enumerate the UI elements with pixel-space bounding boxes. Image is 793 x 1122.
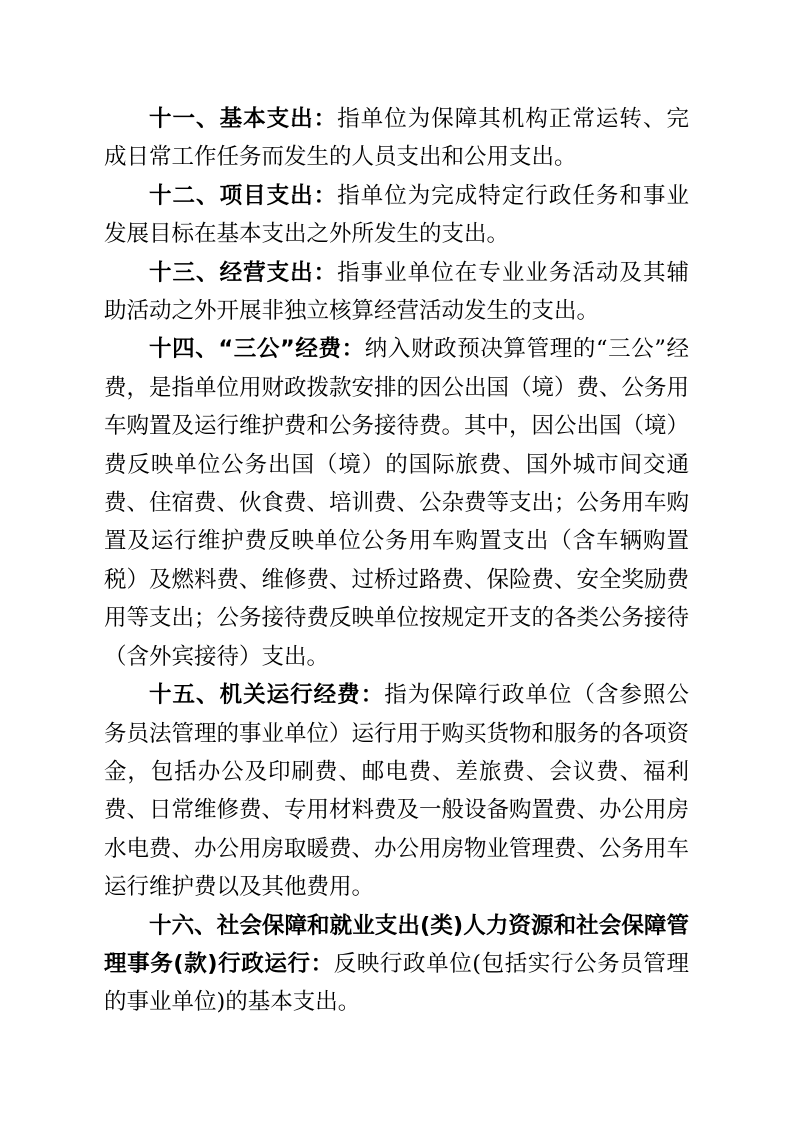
term-definition: 反映行政单位(包括实行公务员管理的事业单位)的基本支出。 <box>104 950 689 1016</box>
definition-paragraph <box>104 330 689 676</box>
term-label: 十四、“三公”经费： <box>149 336 365 363</box>
term-definition: 指为保障行政单位（含参照公务员法管理的事业单位）运行用于购买货物和服务的各项资金，包括办公及印刷费、邮电费、差旅费、会议费、福利费、日常维修费、专用材料费及一般设备购置费、办公用房水电费、办公用房取暖费、办公用房物业管理费、公务用车运行维护费以及其他费用。 <box>104 682 690 901</box>
term-label: 十五、机关运行经费： <box>149 682 385 709</box>
document-body <box>104 100 689 1022</box>
definition-paragraph <box>104 907 689 1022</box>
term-definition: 指单位为保障其机构正常运转、完成日常工作任务而发生的人员支出和公用支出。 <box>104 106 689 171</box>
term-definition: 纳入财政预决算管理的“三公”经费，是指单位用财政拨款安排的因公出国（境）费、公务用车购置及运行维护费和公务接待费。其中，因公出国（境）费反映单位公务出国（境）的国际旅费、国外城市间交通费、住宿费、伙食费、培训费、公杂费等支出；公务用车购置及运行维护费反映单位公务用车购置支出（含车辆购置税）及燃料费、维修费、过桥过路费、保险费、安全奖励费用等支出；公务接待费反映单位按规定开支的各类公务接待（含外宾接待）支出。 <box>104 336 690 670</box>
definition-paragraph <box>104 100 689 177</box>
definition-paragraph <box>104 676 689 906</box>
definition-paragraph <box>104 177 689 254</box>
term-definition: 指事业单位在专业业务活动及其辅助活动之外开展非独立核算经营活动发生的支出。 <box>104 259 689 325</box>
term-label: 十六、社会保障和就业支出(类)人力资源和社会保障管理事务(款)行政运行： <box>104 912 689 977</box>
definition-paragraph <box>104 254 689 331</box>
term-definition: 指单位为完成特定行政任务和事业发展目标在基本支出之外所发生的支出。 <box>104 182 689 248</box>
term-label: 十二、项目支出： <box>149 182 338 209</box>
term-label: 十一、基本支出： <box>149 106 338 132</box>
term-label: 十三、经营支出： <box>149 259 338 286</box>
